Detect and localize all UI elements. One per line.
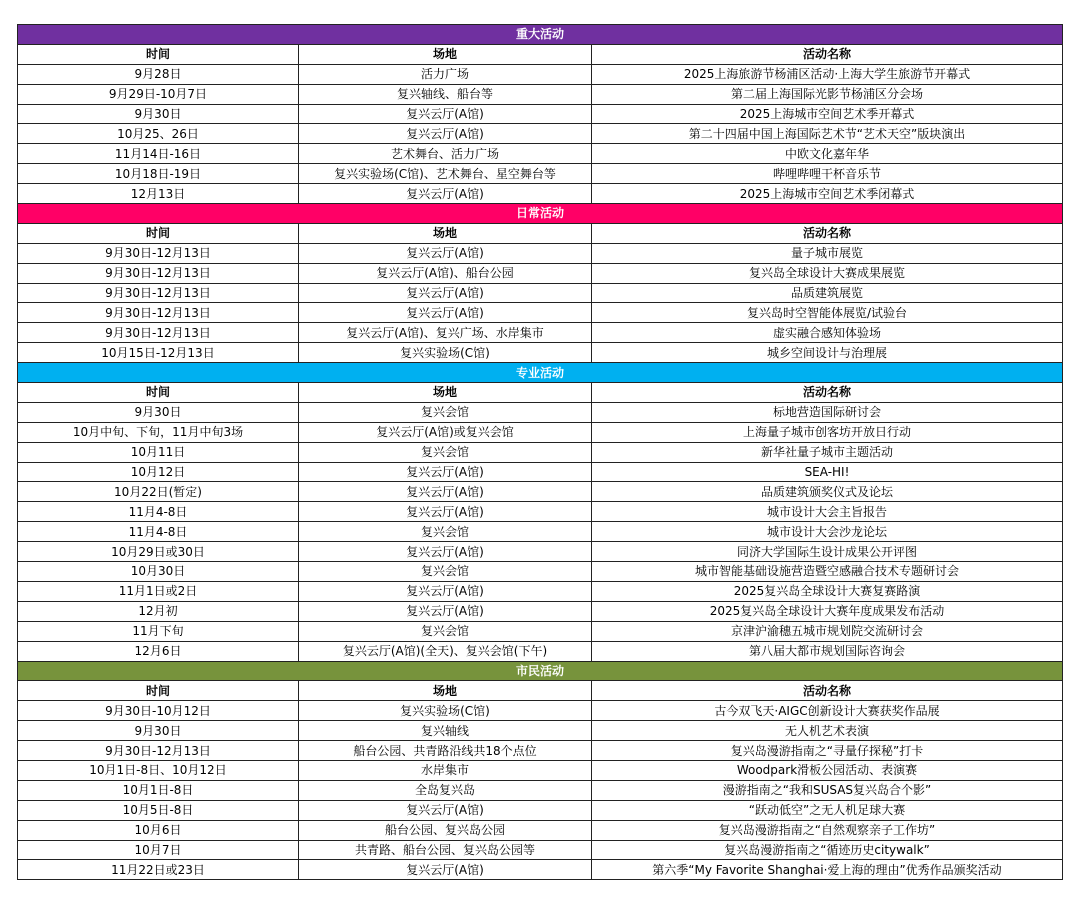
- cell-event-name: 复兴岛全球设计大赛成果展览: [592, 263, 1063, 283]
- cell-venue: 复兴会馆: [299, 522, 592, 542]
- cell-venue: 复兴云厅(A馆): [299, 601, 592, 621]
- cell-time: 9月30日: [18, 104, 299, 124]
- cell-venue: 复兴实验场(C馆): [299, 343, 592, 363]
- section-title: 专业活动: [18, 363, 1063, 383]
- cell-venue: 复兴云厅(A馆)、复兴广场、水岸集市: [299, 323, 592, 343]
- column-header-row: [18, 383, 1063, 403]
- table-row: [18, 64, 1063, 84]
- cell-event-name: 哔哩哔哩干杯音乐节: [592, 164, 1063, 184]
- cell-event-name: 标地营造国际研讨会: [592, 402, 1063, 422]
- column-header-time: 时间: [18, 44, 299, 64]
- cell-venue: 复兴云厅(A馆): [299, 462, 592, 482]
- cell-time: 12月6日: [18, 641, 299, 661]
- table-row: [18, 184, 1063, 204]
- cell-event-name: SEA-HI!: [592, 462, 1063, 482]
- cell-time: 9月29日-10月7日: [18, 84, 299, 104]
- cell-event-name: 新华社量子城市主题活动: [592, 442, 1063, 462]
- cell-time: 10月22日(暂定): [18, 482, 299, 502]
- cell-event-name: 量子城市展览: [592, 243, 1063, 263]
- column-header-time: 时间: [18, 223, 299, 243]
- cell-venue: 复兴云厅(A馆): [299, 184, 592, 204]
- cell-time: 10月29日或30日: [18, 542, 299, 562]
- column-header-venue: 场地: [299, 383, 592, 403]
- section-title: 重大活动: [18, 25, 1063, 45]
- cell-time: 9月30日-12月13日: [18, 323, 299, 343]
- table-row: [18, 422, 1063, 442]
- cell-venue: 复兴实验场(C馆)、艺术舞台、星空舞台等: [299, 164, 592, 184]
- cell-time: 12月初: [18, 601, 299, 621]
- cell-event-name: 2025复兴岛全球设计大赛年度成果发布活动: [592, 601, 1063, 621]
- column-header-event-name: 活动名称: [592, 44, 1063, 64]
- cell-event-name: 第二届上海国际光影节杨浦区分会场: [592, 84, 1063, 104]
- cell-event-name: 第二十四届中国上海国际艺术节“艺术天空”版块演出: [592, 124, 1063, 144]
- cell-time: 10月6日: [18, 820, 299, 840]
- cell-time: 9月30日-12月13日: [18, 263, 299, 283]
- cell-event-name: 品质建筑展览: [592, 283, 1063, 303]
- cell-time: 11月14日-16日: [18, 144, 299, 164]
- cell-event-name: 城乡空间设计与治理展: [592, 343, 1063, 363]
- cell-event-name: 城市设计大会主旨报告: [592, 502, 1063, 522]
- cell-time: 10月15日-12月13日: [18, 343, 299, 363]
- cell-event-name: 2025上海城市空间艺术季开幕式: [592, 104, 1063, 124]
- table-row: [18, 263, 1063, 283]
- cell-event-name: 2025复兴岛全球设计大赛复赛路演: [592, 581, 1063, 601]
- table-row: [18, 760, 1063, 780]
- table-row: [18, 323, 1063, 343]
- cell-venue: 复兴云厅(A馆): [299, 482, 592, 502]
- cell-time: 10月25、26日: [18, 124, 299, 144]
- table-row: [18, 84, 1063, 104]
- cell-time: 11月1日或2日: [18, 581, 299, 601]
- cell-venue: 复兴云厅(A馆): [299, 581, 592, 601]
- column-header-venue: 场地: [299, 223, 592, 243]
- cell-event-name: “跃动低空”之无人机足球大赛: [592, 800, 1063, 820]
- table-row: [18, 542, 1063, 562]
- cell-venue: 复兴轴线、船台等: [299, 84, 592, 104]
- cell-venue: 船台公园、共青路沿线共18个点位: [299, 741, 592, 761]
- cell-time: 9月30日-12月13日: [18, 303, 299, 323]
- cell-venue: 艺术舞台、活力广场: [299, 144, 592, 164]
- cell-venue: 复兴云厅(A馆): [299, 303, 592, 323]
- column-header-time: 时间: [18, 681, 299, 701]
- cell-time: 10月1日-8日、10月12日: [18, 760, 299, 780]
- cell-event-name: 2025上海城市空间艺术季闭幕式: [592, 184, 1063, 204]
- section-header-row: [18, 25, 1063, 45]
- cell-time: 9月30日: [18, 721, 299, 741]
- table-row: [18, 721, 1063, 741]
- cell-venue: 复兴云厅(A馆)、船台公园: [299, 263, 592, 283]
- cell-time: 12月13日: [18, 184, 299, 204]
- section-header-row: [18, 661, 1063, 681]
- table-row: [18, 343, 1063, 363]
- table-row: [18, 164, 1063, 184]
- column-header-row: [18, 44, 1063, 64]
- cell-time: 11月下旬: [18, 621, 299, 641]
- table-row: [18, 144, 1063, 164]
- table-row: [18, 581, 1063, 601]
- cell-venue: 水岸集市: [299, 760, 592, 780]
- cell-venue: 船台公园、复兴岛公园: [299, 820, 592, 840]
- section-header-row: [18, 363, 1063, 383]
- cell-venue: 复兴云厅(A馆)(全天)、复兴会馆(下午): [299, 641, 592, 661]
- cell-time: 9月30日: [18, 402, 299, 422]
- table-row: [18, 283, 1063, 303]
- cell-event-name: 虚实融合感知体验场: [592, 323, 1063, 343]
- cell-time: 9月30日-10月12日: [18, 701, 299, 721]
- section-title: 市民活动: [18, 661, 1063, 681]
- cell-venue: 复兴会馆: [299, 562, 592, 582]
- column-header-time: 时间: [18, 383, 299, 403]
- cell-venue: 复兴云厅(A馆)或复兴会馆: [299, 422, 592, 442]
- cell-time: 11月22日或23日: [18, 860, 299, 880]
- table-row: [18, 462, 1063, 482]
- cell-time: 10月12日: [18, 462, 299, 482]
- cell-venue: 复兴云厅(A馆): [299, 124, 592, 144]
- cell-event-name: 城市设计大会沙龙论坛: [592, 522, 1063, 542]
- section-header-row: [18, 204, 1063, 224]
- cell-event-name: 2025上海旅游节杨浦区活动·上海大学生旅游节开幕式: [592, 64, 1063, 84]
- cell-event-name: 第六季“My Favorite Shanghai·爱上海的理由”优秀作品颁奖活动: [592, 860, 1063, 880]
- activity-schedule-table: [17, 24, 1063, 880]
- table-row: [18, 303, 1063, 323]
- cell-event-name: Woodpark滑板公园活动、表演赛: [592, 760, 1063, 780]
- cell-event-name: 品质建筑颁奖仪式及论坛: [592, 482, 1063, 502]
- section-title: 日常活动: [18, 204, 1063, 224]
- table-row: [18, 701, 1063, 721]
- table-row: [18, 780, 1063, 800]
- column-header-row: [18, 223, 1063, 243]
- cell-venue: 活力广场: [299, 64, 592, 84]
- cell-venue: 复兴云厅(A馆): [299, 800, 592, 820]
- cell-time: 10月11日: [18, 442, 299, 462]
- cell-event-name: 城市智能基础设施营造暨空感融合技术专题研讨会: [592, 562, 1063, 582]
- table-row: [18, 860, 1063, 880]
- table-row: [18, 820, 1063, 840]
- cell-venue: 复兴会馆: [299, 402, 592, 422]
- column-header-row: [18, 681, 1063, 701]
- table-row: [18, 104, 1063, 124]
- cell-venue: 复兴会馆: [299, 621, 592, 641]
- column-header-event-name: 活动名称: [592, 681, 1063, 701]
- table-row: [18, 442, 1063, 462]
- cell-event-name: 京津沪渝穗五城市规划院交流研讨会: [592, 621, 1063, 641]
- cell-time: 9月30日-12月13日: [18, 741, 299, 761]
- table-row: [18, 641, 1063, 661]
- cell-venue: 复兴轴线: [299, 721, 592, 741]
- cell-venue: 复兴云厅(A馆): [299, 243, 592, 263]
- cell-venue: 复兴云厅(A馆): [299, 502, 592, 522]
- activity-schedule-body: [18, 25, 1063, 880]
- cell-event-name: 中欧文化嘉年华: [592, 144, 1063, 164]
- cell-time: 10月7日: [18, 840, 299, 860]
- column-header-venue: 场地: [299, 681, 592, 701]
- table-row: [18, 621, 1063, 641]
- table-row: [18, 124, 1063, 144]
- table-row: [18, 502, 1063, 522]
- cell-time: 9月28日: [18, 64, 299, 84]
- cell-venue: 共青路、船台公园、复兴岛公园等: [299, 840, 592, 860]
- cell-time: 9月30日-12月13日: [18, 243, 299, 263]
- cell-event-name: 复兴岛时空智能体展览/试验台: [592, 303, 1063, 323]
- cell-time: 10月中旬、下旬，11月中旬3场: [18, 422, 299, 442]
- cell-time: 9月30日-12月13日: [18, 283, 299, 303]
- cell-time: 10月1日-8日: [18, 780, 299, 800]
- table-row: [18, 522, 1063, 542]
- cell-event-name: 复兴岛漫游指南之“循迹历史citywalk”: [592, 840, 1063, 860]
- table-row: [18, 562, 1063, 582]
- cell-venue: 复兴云厅(A馆): [299, 283, 592, 303]
- cell-time: 10月18日-19日: [18, 164, 299, 184]
- table-row: [18, 840, 1063, 860]
- column-header-event-name: 活动名称: [592, 383, 1063, 403]
- cell-time: 10月5日-8日: [18, 800, 299, 820]
- cell-venue: 全岛复兴岛: [299, 780, 592, 800]
- column-header-venue: 场地: [299, 44, 592, 64]
- cell-event-name: 同济大学国际生设计成果公开评图: [592, 542, 1063, 562]
- cell-time: 11月4-8日: [18, 502, 299, 522]
- cell-venue: 复兴云厅(A馆): [299, 542, 592, 562]
- cell-event-name: 复兴岛漫游指南之“自然观察亲子工作坊”: [592, 820, 1063, 840]
- column-header-event-name: 活动名称: [592, 223, 1063, 243]
- cell-venue: 复兴会馆: [299, 442, 592, 462]
- cell-time: 11月4-8日: [18, 522, 299, 542]
- table-row: [18, 601, 1063, 621]
- cell-event-name: 古今双飞天·AIGC创新设计大赛获奖作品展: [592, 701, 1063, 721]
- cell-venue: 复兴实验场(C馆): [299, 701, 592, 721]
- table-row: [18, 402, 1063, 422]
- table-row: [18, 741, 1063, 761]
- cell-venue: 复兴云厅(A馆): [299, 104, 592, 124]
- table-row: [18, 482, 1063, 502]
- cell-event-name: 第八届大都市规划国际咨询会: [592, 641, 1063, 661]
- cell-event-name: 复兴岛漫游指南之“寻量仔探秘”打卡: [592, 741, 1063, 761]
- cell-event-name: 无人机艺术表演: [592, 721, 1063, 741]
- cell-event-name: 上海量子城市创客坊开放日行动: [592, 422, 1063, 442]
- cell-venue: 复兴云厅(A馆): [299, 860, 592, 880]
- table-row: [18, 800, 1063, 820]
- cell-event-name: 漫游指南之“我和SUSAS复兴岛合个影”: [592, 780, 1063, 800]
- cell-time: 10月30日: [18, 562, 299, 582]
- table-row: [18, 243, 1063, 263]
